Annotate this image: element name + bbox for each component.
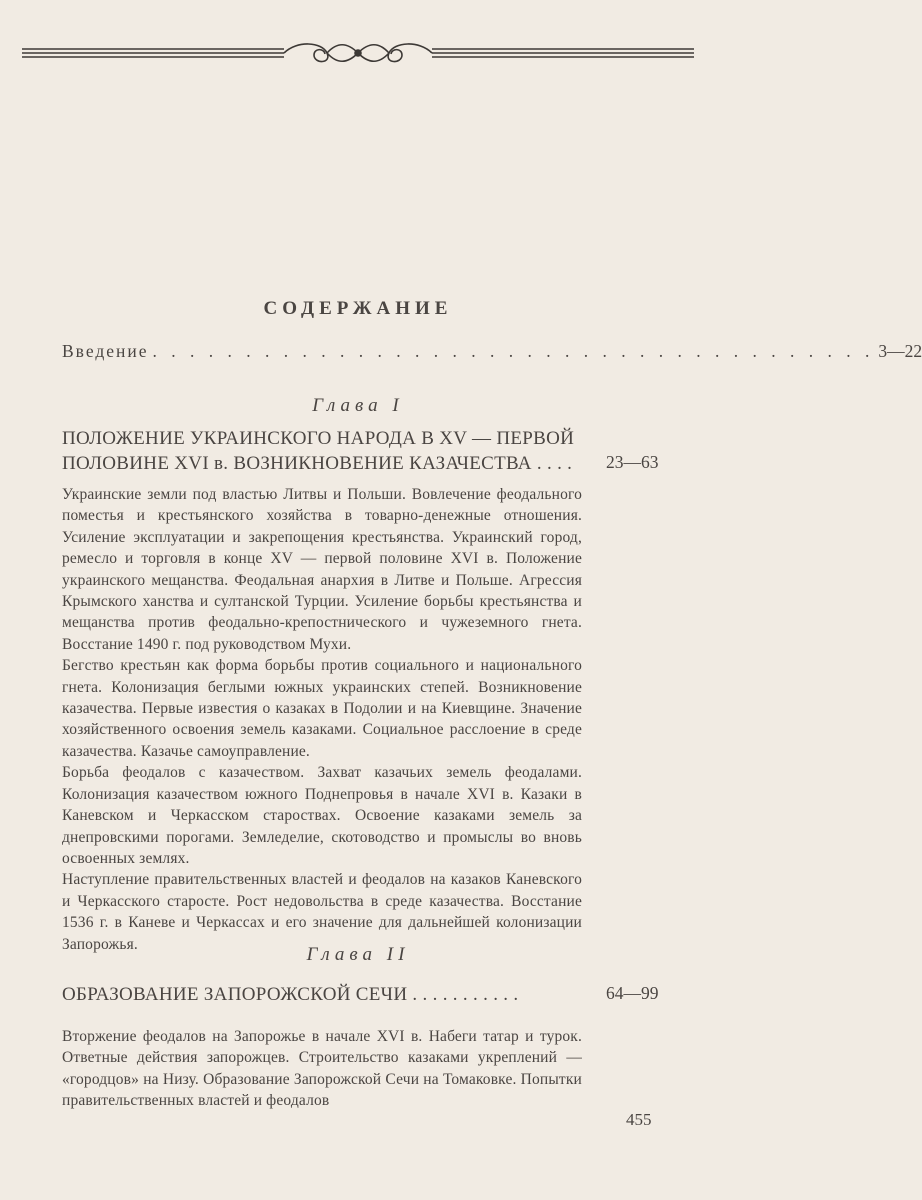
- page-title: СОДЕРЖАНИЕ: [263, 298, 453, 319]
- chapter-title: ПОЛОЖЕНИЕ УКРАИНСКОГО НАРОДА В XV — ПЕРВОЙ ПОЛОВИНЕ XVI в. ВОЗНИКНОВЕНИЕ КАЗАЧЕСТВА . . . .: [62, 428, 575, 474]
- page-number: 455: [626, 1110, 652, 1129]
- chapter-pages: 23—63: [606, 452, 659, 472]
- chapter-summary: [62, 484, 582, 955]
- chapter-pages: 64—99: [606, 983, 659, 1003]
- decorative-scroll-ornament-icon: [22, 38, 694, 68]
- summary-paragraph: Украинские земли под властью Литвы и Польши. Вовлечение феодального поместья и крестьянского хозяйства в товарно-денежные отношения. Усиление эксплуатации и закрепощения крестьянства. Украинский город, ремесло и торговля в конце XV — первой половине XVI в. Положение украинского мещанства. Феодальная анархия в Литве и Польше. Агрессия Крымского ханства и султанской Турции. Усиление борьбы крестьянства и мещанства против феодально-крепостнического и чужеземного гнета. Восстание 1490 г. под руководством Мухи.: [62, 486, 582, 653]
- summary-paragraph: Наступление правительственных властей и феодалов на казаков Каневского и Черкасского старосте. Рост недовольства в среде казачества. Восстание 1536 г. в Каневе и Черкассах и его значение для дальнейшей колонизации Запорожья.: [62, 871, 582, 953]
- toc-entry-intro: [62, 341, 922, 362]
- chapter-heading: Глава II: [306, 944, 410, 965]
- chapter-summary: [62, 1026, 582, 1112]
- chapter-title: ОБРАЗОВАНИЕ ЗАПОРОЖСКОЙ СЕЧИ . . . . . . . . . . .: [62, 984, 519, 1005]
- summary-paragraph: Вторжение феодалов на Запорожье в начале XVI в. Набеги татар и турок. Ответные действия запорожцев. Строительство казаками укреплений — «городцов» на Низу. Образование Запорожской Сечи на Томаковке. Попытки правительственных властей и феодалов: [62, 1028, 582, 1110]
- summary-paragraph: Бегство крестьян как форма борьбы против социального и национального гнета. Колонизация беглыми южных украинских степей. Возникновение казачества. Первые известия о казаках в Подолии и на Киевщине. Значение хозяйственного освоения земель казаками. Социальное расслоение в среде казачества. Казачье самоуправление.: [62, 657, 582, 760]
- summary-paragraph: Борьба феодалов с казачеством. Захват казачьих земель феодалами. Колонизация казачеством южного Поднепровья в начале XVI в. Казаки в Каневском и Черкасском староствах. Освоение казаками земель за днепровскими порогами. Земледелие, скотоводство и промыслы во вновь освоенных землях.: [62, 764, 582, 867]
- toc-entry-pages: 3—22: [878, 341, 922, 361]
- leader-dots: . . . . . . . . . . . . . . . . . . . . . . . . . . . . . . . . . . . . . . .: [152, 341, 875, 361]
- chapter-heading: Глава I: [312, 395, 404, 416]
- toc-entry-label: Введение: [62, 341, 149, 361]
